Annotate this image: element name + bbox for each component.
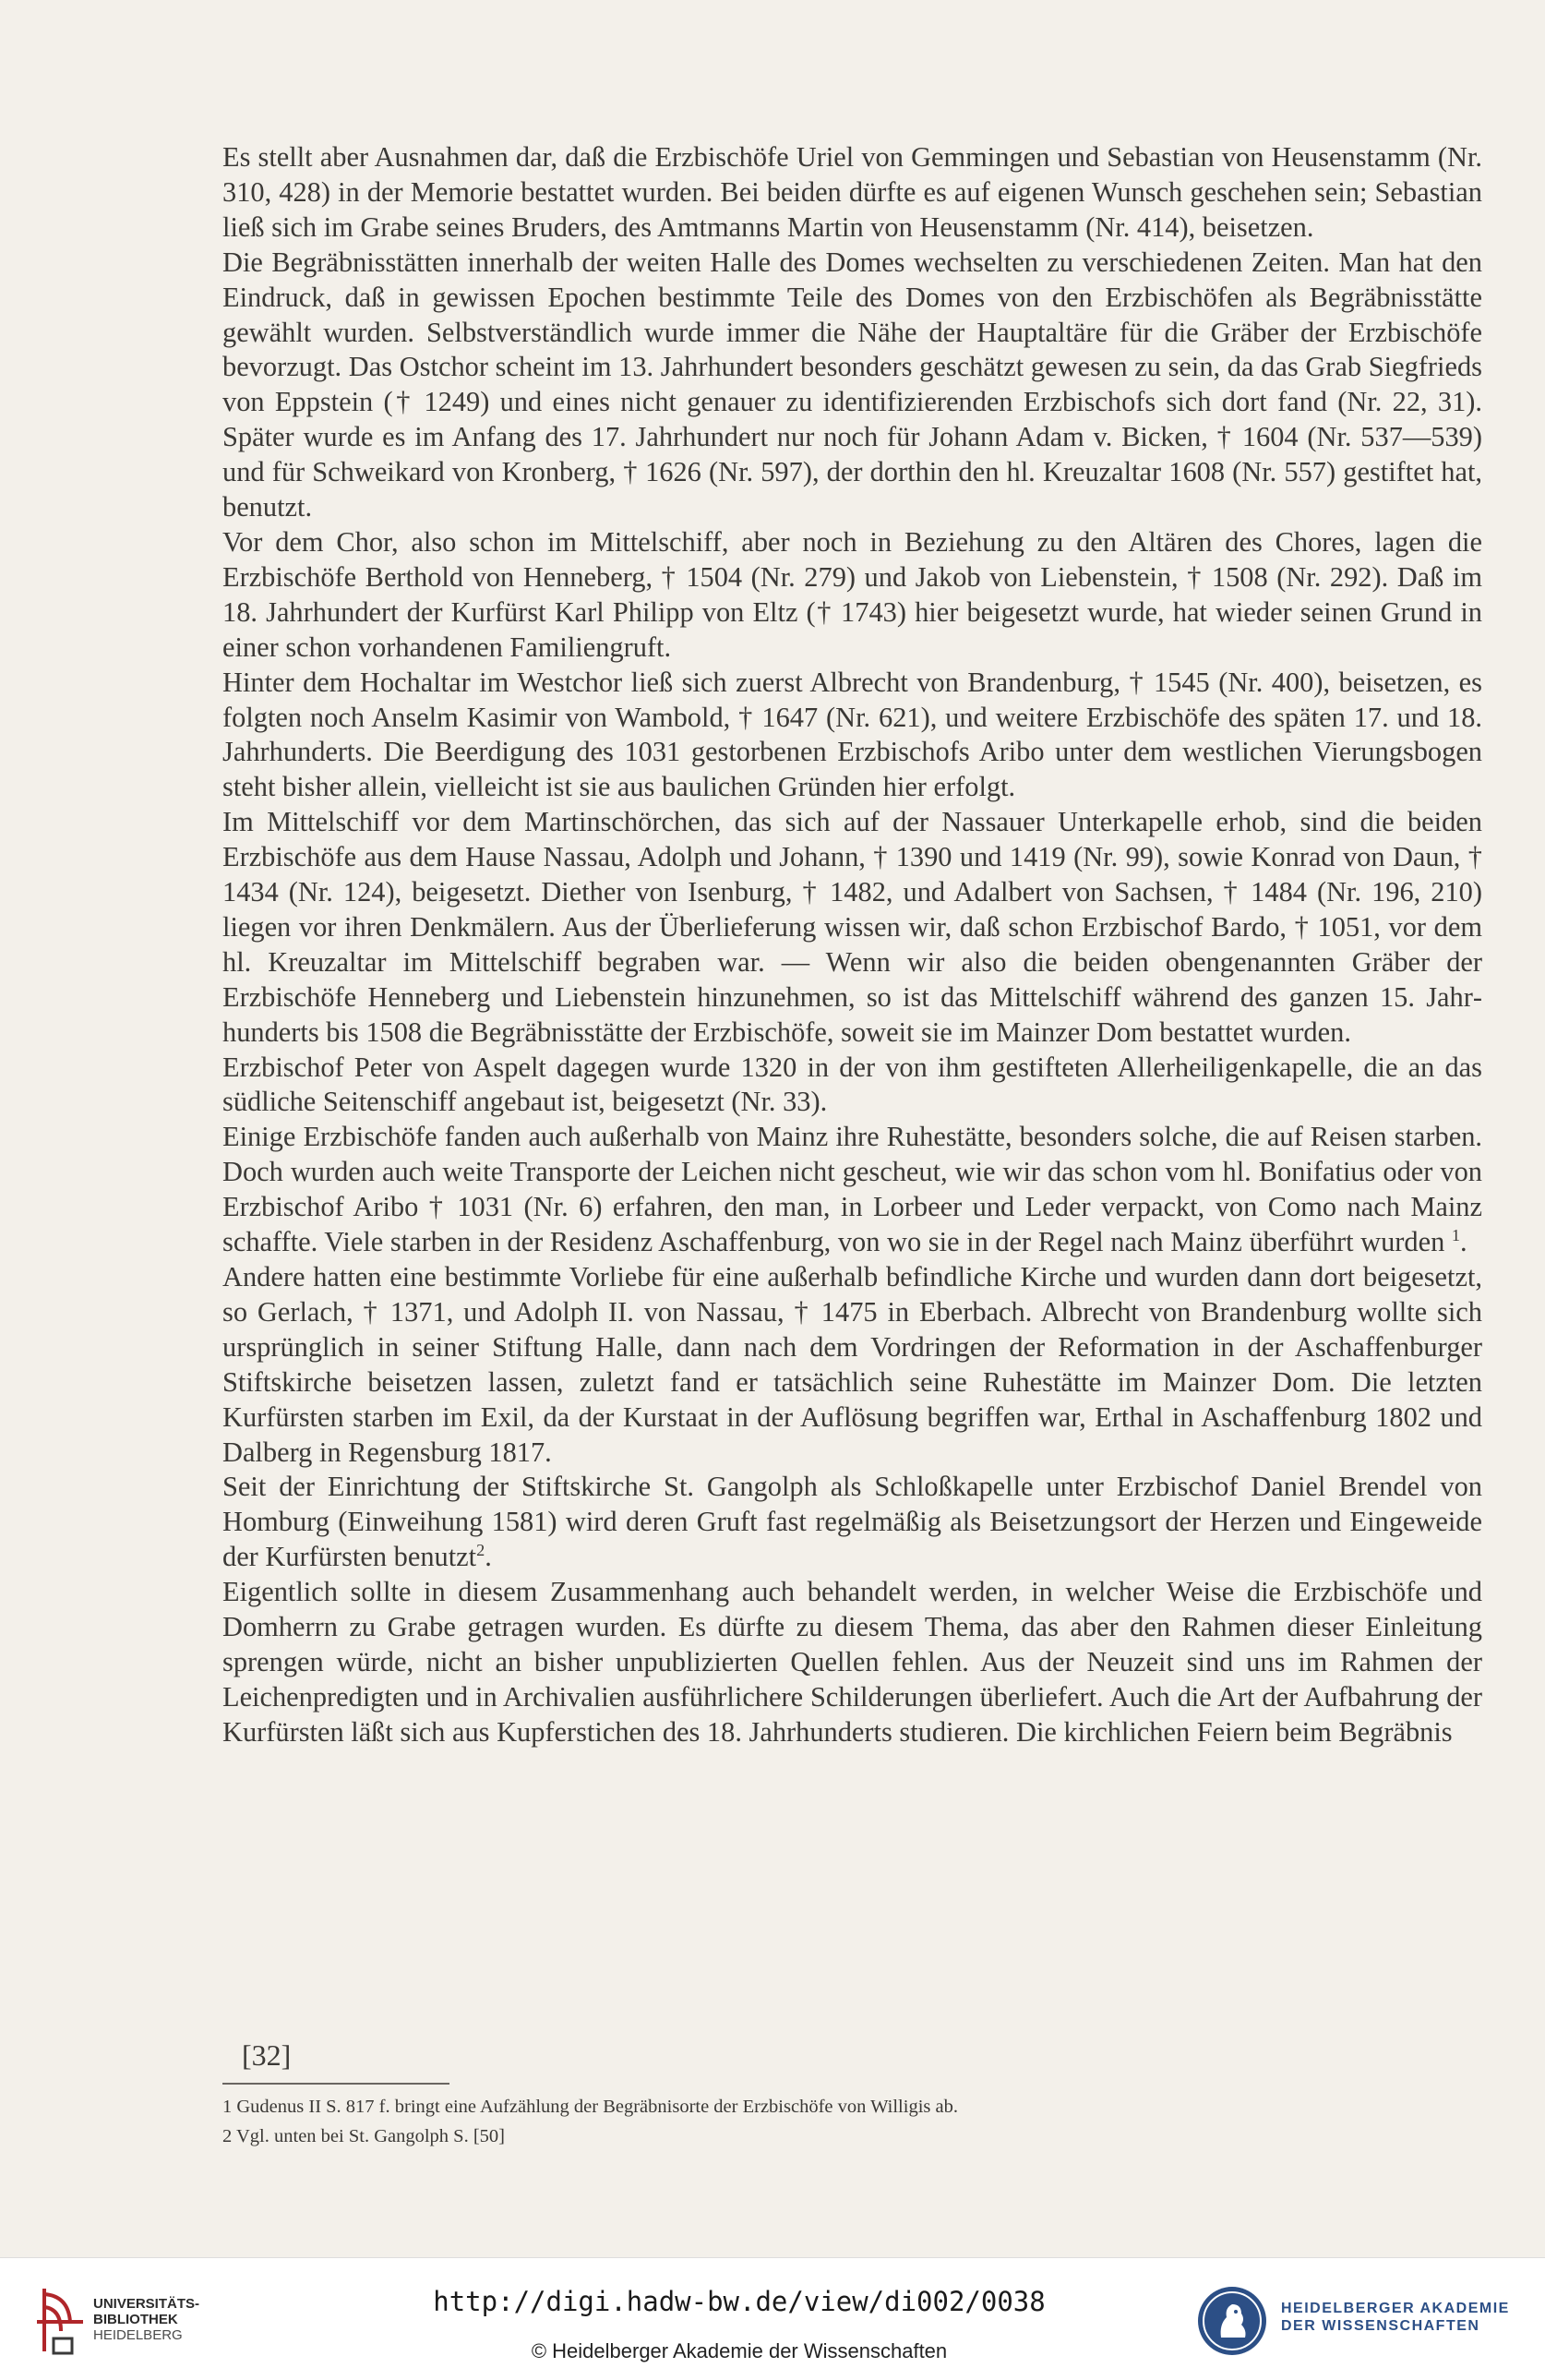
main-text <box>222 140 1482 1750</box>
library-name-line: BIBLIOTHEK <box>93 2312 178 2327</box>
library-name-line: UNIVERSITÄTS- <box>93 2296 200 2312</box>
paragraph: Vor dem Chor, also schon im Mittelschiff, aber noch in Beziehung zu den Altären des Chores, lagen die Erzbischöfe Berthold von Henneberg, † 1504 (Nr. 279) und Jakob von Liebenstein, † 1508 (Nr. 292). Daß im 18. Jahrhundert der Kurfürst Karl Philipp von Eltz († 1743) hier beigesetzt wurde, hat wieder seinen Grund in einer schon vorhandenen Familiengruft. <box>222 525 1482 663</box>
page-number: [32] <box>242 2038 292 2072</box>
paragraph: Hinter dem Hochaltar im Westchor ließ sich zuerst Albrecht von Brandenburg, † 1545 (Nr. 400), beisetzen, es folgten noch Anselm Kasimir von Wambold, † 1647 (Nr. 621), und weitere Erzbischöfe des späten 17. und 18. Jahrhunderts. Die Beerdigung des 1031 gestorbenen Erzbischofs Aribo unter dem westlichen Vierungsbogen steht bisher allein, vielleicht ist sie aus baulichen Gründen hier erfolgt. <box>222 666 1482 803</box>
paragraph-text: Einige Erzbischöfe fanden auch außerhalb von Mainz ihre Ruhestätte, besonders solche, die auf Reisen starben. Doch wurden auch weite Transporte der Leichen nicht gescheut, wie wir das schon vom hl. Bonifatius oder von Erzbischof Aribo † 1031 (Nr. 6) erfahren, den man, in Lorbeer und Leder verpackt, von Como nach Mainz schaffte. Viele starben in der Residenz Aschaffenburg, von wo sie in der Regel nach Mainz überführt wurden <box>222 1121 1482 1258</box>
footnote-divider <box>222 2083 449 2085</box>
academy-name <box>1281 2300 1510 2335</box>
university-library-logo-icon <box>33 2285 87 2355</box>
paragraph: Seit der Einrichtung der Stiftskirche St. Gangolph als Schloßkapelle unter Erzbischof Daniel Brendel von Homburg (Einweihung 1581) wird deren Gruft fast regelmäßig als Beisetzungsort der Herzen und Eingeweide der Kurfürsten benutzt$^2$. <box>222 1471 1482 1573</box>
paragraph-text: Seit der Einrichtung der Stiftskirche St. Gangolph als Schloßkapelle unter Erzbischof Daniel Brendel von Homburg (Einweihung 1581) wird deren Gruft fast regelmäßig als Beisetzungsort der Herzen und Eingeweide der Kurfürsten benutzt <box>222 1471 1482 1573</box>
academy-name-line: HEIDELBERGER AKADEMIE <box>1281 2301 1510 2316</box>
paragraph: Andere hatten eine bestimmte Vorliebe für eine außerhalb befindliche Kirche und wurden dann dort beigesetzt, so Gerlach, † 1371, und Adolph II. von Nassau, † 1475 in Eberbach. Albrecht von Brandenburg wollte sich ursprünglich in seiner Stiftung Halle, dann nach dem Vordringen der Reformation in der Aschaffenburger Stiftskirche beisetzen lassen, zuletzt fand er tatsächlich seine Ruhestätte im Mainzer Dom. Die letzten Kurfürsten starben im Exil, da der Kurstaat in der Auflösung begriffen war, Erthal in Aschaffenburg 1802 und Dalberg in Regensburg 1817. <box>222 1261 1482 1468</box>
footnote: 2 Vgl. unten bei St. Gangolph S. [50] <box>222 2126 505 2146</box>
copyright-notice: © Heidelberger Akademie der Wissenschaften <box>531 2339 948 2362</box>
paragraph: Im Mittelschiff vor dem Martinschörchen, das sich auf der Nassauer Unterkapelle erhob, sind die beiden Erzbischöfe aus dem Hause Nassau, Adolph und Johann, † 1390 und 1419 (Nr. 99), sowie Konrad von Daun, † 1434 (Nr. 124), beigesetzt. Diether von Isenburg, † 1482, und Adalbert von Sachsen, † 1484 (Nr. 196, 210) liegen vor ihren Denkmälern. Aus der Überlieferung wissen wir, daß schon Erzbischof Bardo, † 1051, vor dem hl. Kreuzaltar im Mittelschiff begraben war. — Wenn wir also die beiden obengenannten Gräber der Erzbischöfe Henneberg und Liebenstein hinzunehmen, so ist das Mittelschiff während des ganzen 15. Jahrhunderts bis 1508 die Begräbnisstätte der Erzbischöfe, soweit sie im Mainzer Dom bestattet wurden. <box>222 806 1482 1048</box>
paragraph: Es stellt aber Ausnahmen dar, daß die Erzbischöfe Uriel von Gemmingen und Sebastian von Heusenstamm (Nr. 310, 428) in der Memorie bestattet wurden. Bei beiden dürfte es auf eigenen Wunsch geschehen sein; Sebastian ließ sich im Grabe seines Bruders, des Amtmanns Martin von Heusenstamm (Nr. 414), beisetzen. <box>222 141 1482 243</box>
footnotes <box>222 2092 1482 2151</box>
library-name-line: HEIDELBERG <box>93 2327 183 2343</box>
footnote-marker: 1 <box>1451 1225 1460 1244</box>
paragraph: Einige Erzbischöfe fanden auch außerhalb von Mainz ihre Ruhestätte, besonders solche, die auf Reisen starben. Doch wurden auch weite Transporte der Leichen nicht gescheut, wie wir das schon vom hl. Bonifatius oder von Erzbischof Aribo † 1031 (Nr. 6) erfahren, den man, in Lorbeer und Leder verpackt, von Como nach Mainz schaffte. Viele starben in der Residenz Aschaffenburg, von wo sie in der Regel nach Mainz überführt wurden $^1$. <box>222 1121 1482 1258</box>
paragraph: Eigentlich sollte in diesem Zusammenhang auch behandelt werden, in welcher Weise die Erzbischöfe und Domherrn zu Grabe getragen wurden. Es dürfte zu diesem Thema, das aber den Rahmen dieser Einleitung sprengen würde, nicht an bisher unpublizierten Quellen fehlen. Aus der Neuzeit sind uns im Rahmen der Leichenpredigten und in Archivalien ausführlichere Schilderungen überliefert. Auch die Art der Aufbahrung der Kurfürsten läßt sich aus Kupferstichen des 18. Jahrhunderts studieren. Die kirchlichen Feiern beim Begräbnis <box>222 1576 1482 1748</box>
footnote-marker: 2 <box>476 1541 485 1560</box>
academy-name-line: DER WISSENSCHAFTEN <box>1281 2318 1480 2334</box>
academy-seal-icon <box>1195 2284 1269 2358</box>
paragraph: Erzbischof Peter von Aspelt dagegen wurde 1320 in der von ihm gestifteten Allerheiligenkapelle, die an das südliche Seitenschiff angebaut ist, beigesetzt (Nr. 33). <box>222 1051 1482 1118</box>
footnote: 1 Gudenus II S. 817 f. bringt eine Aufzählung der Begräbnisorte der Erzbischöfe von Willigis ab. <box>222 2097 958 2117</box>
university-library-name <box>93 2296 199 2343</box>
paragraph: Die Begräbnisstätten innerhalb der weiten Halle des Domes wechselten zu verschiedenen Zeiten. Man hat den Eindruck, daß in gewissen Epochen bestimmte Teile des Domes von den Erzbischöfen als Begräbnisstätte gewählt wurden. Selbstverständlich wurde immer die Nähe der Hauptaltäre für die Gräber der Erzbischöfe bevorzugt. Das Ostchor scheint im 13. Jahrhundert besonders geschätzt gewesen zu sein, da das Grab Siegfrieds von Eppstein († 1249) und eines nicht genauer zu identifizierenden Erzbischofs sich dort fand (Nr. 22, 31). Später wurde es im Anfang des 17. Jahrhundert nur noch für Johann Adam v. Bicken, † 1604 (Nr. 537—539) und für Schweikard von Kronberg, † 1626 (Nr. 597), der dorthin den hl. Kreuzaltar 1608 (Nr. 557) gestiftet hat, benutzt. <box>222 246 1482 523</box>
permalink-url[interactable]: http://digi.hadw-bw.de/view/di002/0038 <box>433 2286 1046 2317</box>
